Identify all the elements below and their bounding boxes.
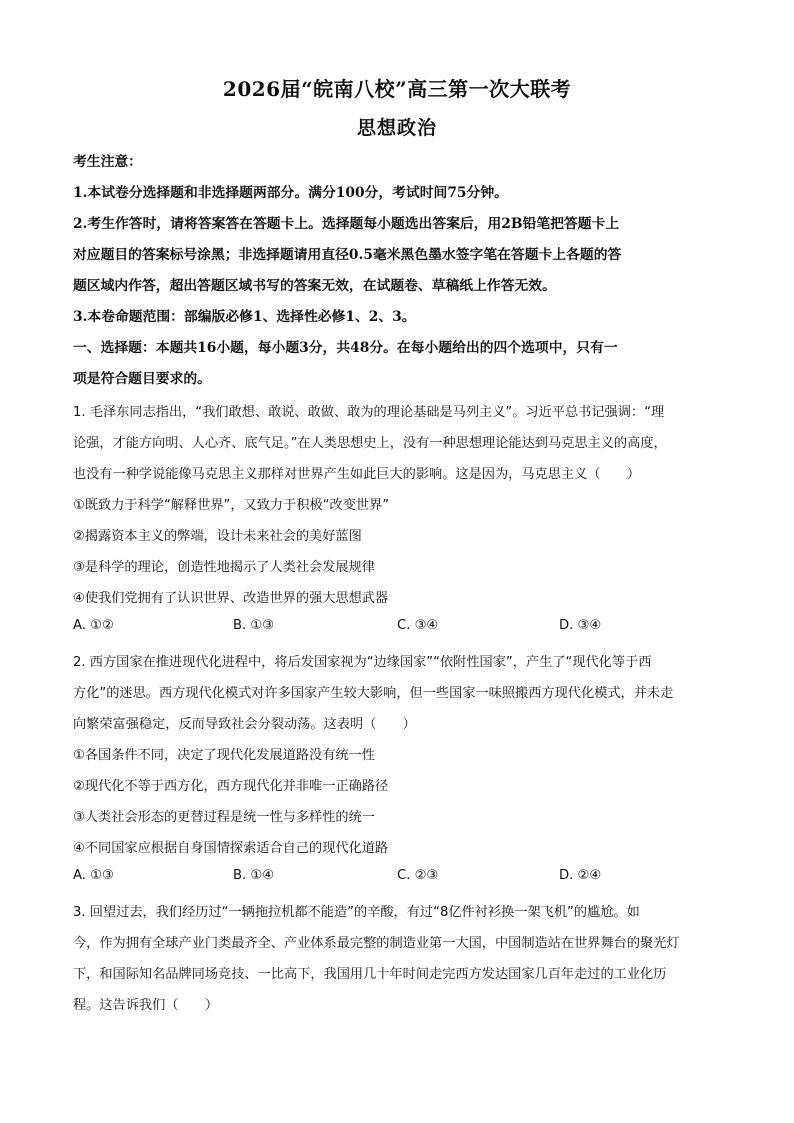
notice-line: 2.考生作答时，请将答案答在答题卡上。选择题每小题选出答案后，用2B铅笔把答题卡上 [73,216,620,232]
statement-item: ②揭露资本主义的弊端，设计未来社会的美好蓝图 [73,529,362,544]
option-a[interactable]: A. ①③ [73,868,114,883]
section-heading: 项是符合题目要求的。 [73,371,211,387]
statement-item: ②现代化不等于西方化，西方现代化并非唯一正确路径 [73,779,389,794]
option-a[interactable]: A. ①② [73,618,114,633]
notice-line: 1.本试卷分选择题和非选择题两部分。满分100分，考试时间75分钟。 [73,185,508,201]
subject-title: 思想政治 [356,117,437,139]
exam-title: 2026届“皖南八校”高三第一次大联考 [222,77,572,101]
option-d[interactable]: D. ③④ [559,618,602,633]
option-d[interactable]: D. ②④ [559,868,602,883]
question-stem: 今，作为拥有全球产业门类最齐全、产业体系最完整的制造业第一大国，中国制造站在世界舞台的聚光灯 [73,936,680,951]
statement-item: ④使我们党拥有了认识世界、改造世界的强大思想武器 [73,591,389,606]
notice-heading: 考生注意： [73,154,142,170]
notice-line: 3.本卷命题范围：部编版必修1、选择性必修1、2、3。 [73,309,416,325]
question-stem: 1. 毛泽东同志指出，“我们敢想、敢说、敢做、敢为的理论基础是马列主义”。习近平总书记强调：“理 [73,405,665,420]
question-stem: 方化”的迷思。西方现代化模式对许多国家产生较大影响，但一些国家一味照搬西方现代化模式，并未走 [73,686,674,701]
question-stem: 下，和国际知名品牌同场竞技、一比高下，我国用几十年时间走完西方发达国家几百年走过的工业化历 [73,967,667,982]
statement-item: ④不同国家应根据自身国情探索适合自己的现代化道路 [73,841,389,856]
statement-item: ③人类社会形态的更替过程是统一性与多样性的统一 [73,810,375,825]
question-stem: 2. 西方国家在推进现代化进程中，将后发国家视为“边缘国家”“依附性国家”，产生了“现代化等于西 [73,655,652,670]
question-stem: 向繁荣富强稳定，反而导致社会分裂动荡。这表明（ ） [73,717,416,732]
statement-item: ③是科学的理论，创造性地揭示了人类社会发展规律 [73,560,375,575]
question-stem: 也没有一种学说能像马克思主义那样对世界产生如此巨大的影响。这是因为，马克思主义（ ） [73,467,641,482]
option-b[interactable]: B. ①④ [233,868,275,883]
notice-line: 对应题目的答案标号涂黑；非选择题请用直径0.5毫米黑色墨水签字笔在答题卡上各题的答 [73,247,622,263]
option-c[interactable]: C. ②③ [397,868,439,883]
option-b[interactable]: B. ①③ [233,618,275,633]
section-heading: 一、选择题：本题共16小题，每小题3分，共48分。在每小题给出的四个选项中，只有一 [73,340,618,356]
answer-options [73,868,733,888]
question-stem: 3. 回望过去，我们经历过“一辆拖拉机都不能造”的辛酸，有过“8亿件衬衫换一架飞机”的尴尬。如 [73,905,640,920]
answer-options [73,618,733,638]
statement-item: ①既致力于科学“解释世界”，又致力于积极“改变世界” [73,498,390,513]
option-c[interactable]: C. ③④ [397,618,439,633]
question-stem: 论强，才能方向明、人心齐、底气足。”在人类思想史上，没有一种思想理论能达到马克思主义的高度， [73,436,667,451]
notice-line: 题区域内作答，超出答题区域书写的答案无效，在试题卷、草稿纸上作答无效。 [73,278,556,294]
statement-item: ①各国条件不同，决定了现代化发展道路没有统一性 [73,748,375,763]
question-stem: 程。这告诉我们（ ） [73,998,219,1013]
